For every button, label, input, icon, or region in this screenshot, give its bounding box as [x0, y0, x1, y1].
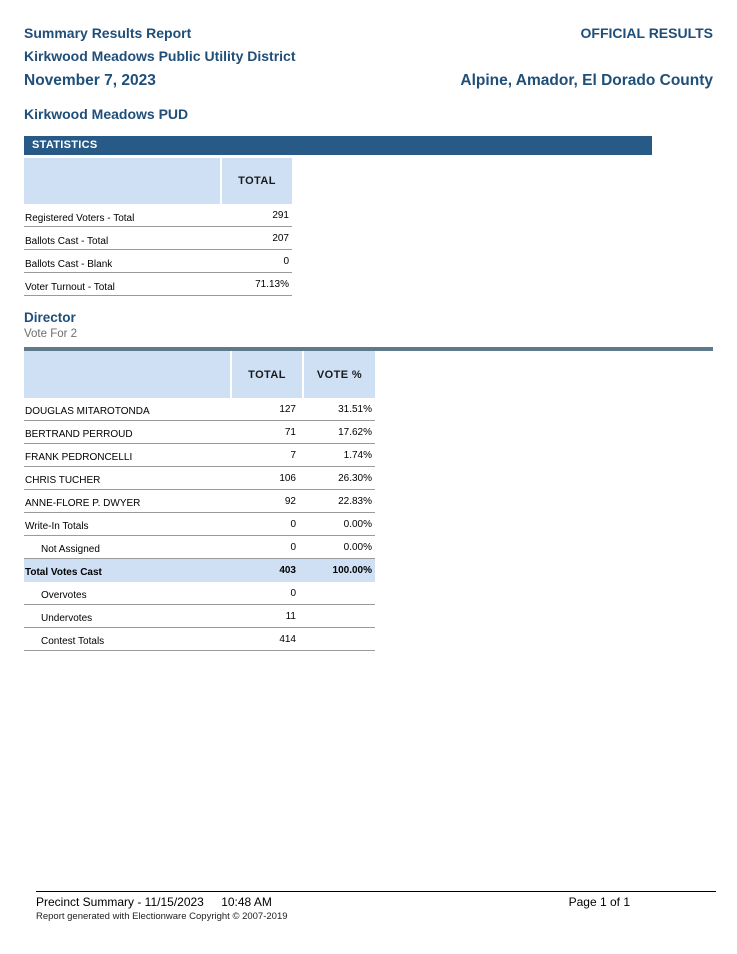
contest-votepct-column-header: VOTE % [304, 351, 375, 398]
vote-percent [302, 645, 375, 650]
vote-percent: 1.74% [343, 450, 372, 461]
row-label: Not Assigned [41, 544, 100, 555]
table-row [24, 273, 292, 296]
statistics-total-column-header: TOTAL [222, 158, 292, 204]
vote-percent: 22.83% [338, 496, 372, 507]
vote-percent [302, 622, 375, 627]
stat-value: 0 [283, 256, 289, 267]
vote-total: 0 [290, 542, 296, 553]
precinct-name: Kirkwood Meadows PUD [24, 106, 189, 122]
district-name: Kirkwood Meadows Public Utility District [24, 48, 296, 64]
stat-value: 207 [272, 233, 289, 244]
statistics-section-header: STATISTICS [24, 136, 652, 155]
contest-table-header [24, 351, 375, 398]
footer-timestamp: 10:48 AM [221, 895, 272, 909]
footer-main-row [36, 895, 716, 909]
footer-report-label: Precinct Summary - 11/15/2023 [36, 895, 204, 909]
vote-percent: 31.51% [338, 404, 372, 415]
candidate-name: ANNE-FLORE P. DWYER [25, 498, 141, 509]
vote-total: 127 [279, 404, 296, 415]
statistics-header-spacer-cell [24, 158, 220, 204]
row-label: Undervotes [41, 613, 93, 624]
vote-percent [302, 599, 375, 604]
table-row [24, 582, 375, 605]
total-votes-cast-row [24, 559, 375, 582]
stat-value: 291 [272, 210, 289, 221]
vote-total: 106 [279, 473, 296, 484]
vote-total: 71 [284, 427, 296, 438]
table-row [24, 628, 375, 651]
stat-label: Ballots Cast - Blank [25, 259, 113, 270]
precinct-title-row [24, 106, 713, 124]
table-row [24, 605, 375, 628]
vote-total: 403 [279, 565, 296, 576]
contest-header-spacer-cell [24, 351, 230, 398]
footer-copyright: Report generated with Electionware Copyright © 2007-2019 [36, 911, 288, 922]
vote-total: 414 [279, 634, 296, 645]
contest-vote-for: Vote For 2 [24, 328, 78, 340]
table-row [24, 204, 292, 227]
vote-percent: 0.00% [343, 542, 372, 553]
table-row [24, 490, 375, 513]
table-row [24, 467, 375, 490]
stat-label: Ballots Cast - Total [25, 236, 109, 247]
footer-page-number: Page 1 of 1 [568, 895, 630, 909]
vote-percent: 17.62% [338, 427, 372, 438]
vote-total: 92 [284, 496, 296, 507]
statistics-table-header [24, 158, 292, 204]
vote-total: 0 [290, 519, 296, 530]
vote-total: 0 [290, 588, 296, 599]
official-results-label: OFFICIAL RESULTS [580, 25, 713, 41]
vote-percent: 26.30% [338, 473, 372, 484]
header-row-3 [24, 73, 713, 89]
stat-value: 71.13% [255, 279, 289, 290]
table-row [24, 227, 292, 250]
contest-table [24, 351, 713, 651]
header-row-2 [24, 48, 713, 66]
table-row [24, 250, 292, 273]
candidate-name: BERTRAND PERROUD [25, 429, 133, 440]
vote-percent: 100.00% [332, 565, 372, 576]
table-row [24, 421, 375, 444]
row-label: Contest Totals [41, 636, 105, 647]
vote-percent: 0.00% [343, 519, 372, 530]
table-row [24, 398, 375, 421]
candidate-name: FRANK PEDRONCELLI [25, 452, 133, 463]
row-label: Overvotes [41, 590, 87, 601]
table-row [24, 513, 375, 536]
contest-title: Director [24, 310, 76, 325]
stat-label: Voter Turnout - Total [25, 282, 115, 293]
county-list: Alpine, Amador, El Dorado County [460, 72, 713, 89]
row-label: Write-In Totals [25, 521, 89, 532]
table-row [24, 444, 375, 467]
candidate-name: DOUGLAS MITAROTONDA [25, 406, 150, 417]
report-title: Summary Results Report [24, 25, 192, 41]
header-row-1 [24, 26, 713, 41]
footer-report-type [36, 895, 272, 909]
page-footer [36, 891, 716, 922]
election-date: November 7, 2023 [24, 72, 156, 89]
vote-total: 11 [285, 611, 296, 622]
stat-label: Registered Voters - Total [25, 213, 135, 224]
row-label: Total Votes Cast [25, 567, 102, 578]
vote-total: 7 [290, 450, 296, 461]
statistics-table [24, 158, 292, 296]
candidate-name: CHRIS TUCHER [25, 475, 101, 486]
table-row [24, 536, 375, 559]
contest-total-column-header: TOTAL [232, 351, 302, 398]
